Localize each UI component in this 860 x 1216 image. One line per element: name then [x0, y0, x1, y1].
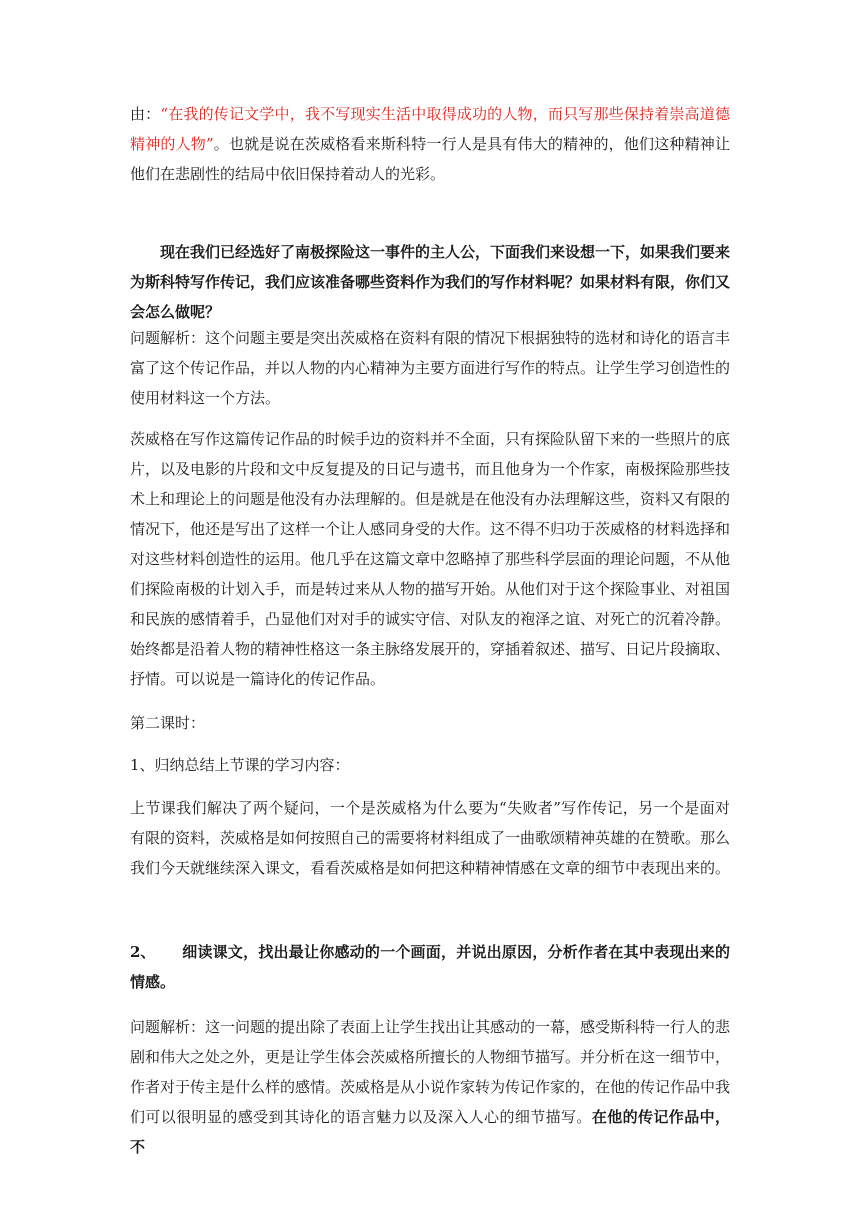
- lesson-heading: 第二课时：: [130, 714, 206, 732]
- item-2-heading: [130, 937, 730, 997]
- paragraph-rest: 。也就是说在茨威格看来斯科特一行人是具有伟大的精神的，他们这种精神让他们在悲剧性的结局中依旧保持着动人的光彩。: [130, 135, 730, 183]
- item-2-title: 细读课文，找出最让你感动的一个画面，并说出原因，分析作者在其中表现出来的情感。: [130, 943, 730, 991]
- paragraph-quote: [130, 99, 730, 189]
- question-analysis: 问题解析：这个问题主要是突出茨威格在资料有限的情况下根据独特的选材和诗化的语言丰富了这个传记作品，并以人物的内心精神为主要方面进行写作的特点。让学生学习创造性的使用材料这一个方法。: [130, 329, 731, 407]
- body-paragraph: 茨威格在写作这篇传记作品的时候手边的资料并不全面，只有探险队留下来的一些照片的底片，以及电影的片段和文中反复提及的日记与遗书，而且他身为一个作家，南极探险那些技术上和理论上的问题是他没有办法理解的。但是就是在他没有办法理解这些，资料又有限的情况下，他还是写出了这样一个让人感同身受的大作。这不得不归功于茨威格的材料选择和对这些材料创造性的运用。他几乎在这篇文章中忽略掉了那些科学层面的理论问题，不从他们探险南极的计划入手，而是转过来从人物的描写开始。从他们对于这个探险事业、对祖国和民族的感情着手，凸显他们对对手的诚实守信、对队友的袍泽之谊、对死亡的沉着冷静。始终都是沿着人物的精神性格这一条主脉络发展开的，穿插着叙述、描写、日记片段摘取、抒情。可以说是一篇诗化的传记作品。: [130, 430, 731, 688]
- highlighted-quote: “在我的传记文学中，我不写现实生活中取得成功的人物，而只写那些保持着崇高道德精神的人物”: [130, 105, 730, 153]
- question-heading: 现在我们已经选好了南极探险这一事件的主人公，下面我们来设想一下，如果我们要来为斯科特写作传记，我们应该准备哪些资料作为我们的写作材料呢？如果材料有限，你们又会怎么做呢？: [130, 243, 731, 321]
- item-2-analysis-bold: 在他的传记作品中，不: [130, 1108, 730, 1156]
- paragraph-prefix: 由：: [130, 105, 161, 123]
- item-1-title: 1、归纳总结上节课的学习内容：: [130, 756, 350, 774]
- item-1-body: 上节课我们解决了两个疑问，一个是茨威格为什么要为“失败者”写作传记，另一个是面对有限的资料，茨威格是如何按照自己的需要将材料组成了一曲歌颂精神英雄的在赞歌。那么我们今天就继续深入课文，看看茨威格是如何把这种精神情感在文章的细节中表现出来的。: [130, 799, 731, 877]
- item-2-number: 2、: [130, 943, 156, 961]
- item-2-analysis-text: 问题解析：这一问题的提出除了表面上让学生找出让其感动的一幕，感受斯科特一行人的悲剧和伟大之处之外，更是让学生体会茨威格所擅长的人物细节描写。并分析在这一细节中，作者对于传主是什么样的感情。茨威格是从小说作家转为传记作家的，在他的传记作品中我们可以很明显的感受到其诗化的语言魅力以及深入人心的细节描写。: [130, 1018, 731, 1126]
- item-2-analysis: [130, 1012, 730, 1162]
